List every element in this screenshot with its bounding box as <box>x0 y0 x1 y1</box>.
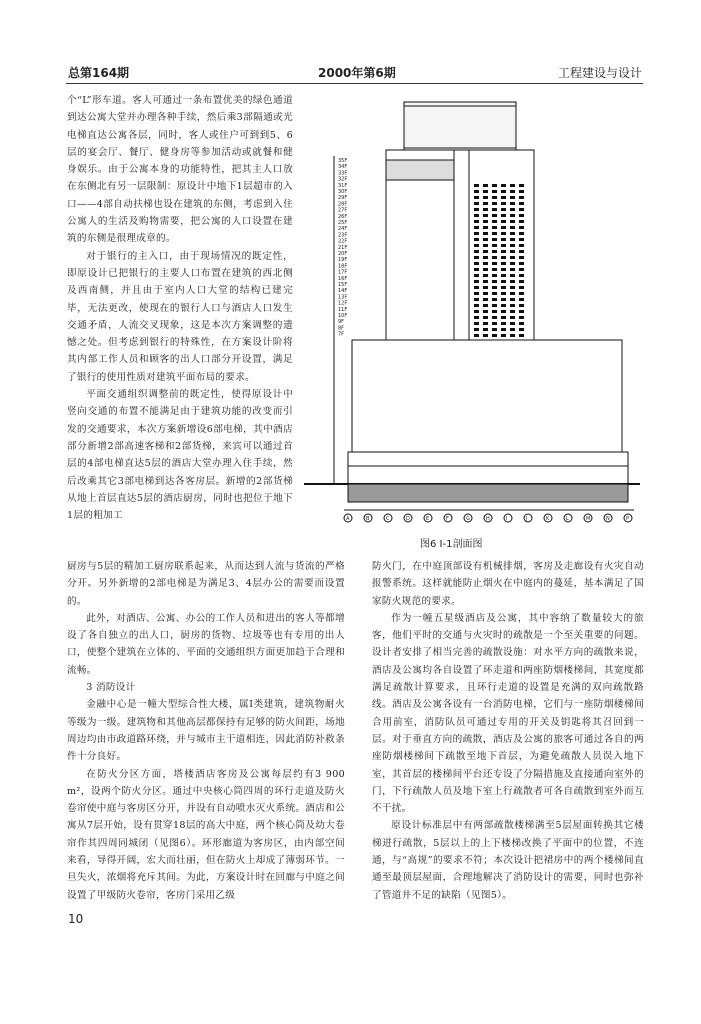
window-mark <box>483 226 488 229</box>
window-mark <box>519 316 524 319</box>
window-mark <box>483 292 488 295</box>
level-label: 11F <box>338 306 348 313</box>
level-label: 7F <box>338 331 345 338</box>
level-label: 28F <box>338 201 348 208</box>
window-mark <box>492 286 497 289</box>
window-mark <box>492 190 497 193</box>
right-column <box>372 558 644 904</box>
window-mark <box>483 220 488 223</box>
window-mark <box>510 232 515 235</box>
window-mark <box>519 184 524 187</box>
window-mark <box>510 184 515 187</box>
window-mark <box>492 334 497 337</box>
header-issue: 2000年第6期 <box>318 66 396 80</box>
level-label: 26F <box>338 213 348 220</box>
window-mark <box>483 298 488 301</box>
level-label: 33F <box>338 170 348 177</box>
window-mark <box>501 256 506 259</box>
window-mark <box>474 316 479 319</box>
window-mark <box>474 184 479 187</box>
window-mark <box>501 196 506 199</box>
window-mark <box>510 214 515 217</box>
paragraph: 厨房与5层的精加工厨房联系起来，从而达到人流与货流的严格分开。另外新增的2部电梯是为满足3、4层办公的需要而设置的。 <box>67 561 345 607</box>
window-mark <box>501 226 506 229</box>
level-label: 34F <box>338 164 348 171</box>
window-mark <box>483 196 488 199</box>
window-mark <box>483 262 488 265</box>
axis-label: N <box>606 516 610 522</box>
window-mark <box>519 262 524 265</box>
window-mark <box>483 232 488 235</box>
window-mark <box>474 190 479 193</box>
window-mark <box>483 244 488 247</box>
window-mark <box>492 202 497 205</box>
level-label: 13F <box>338 294 348 301</box>
axis-label: F <box>446 516 449 522</box>
paragraph: 作为一幢五星级酒店及公寓，其中容纳了数量较大的旅客，他们平时的交通与火灾时的疏散是一个至关重要的问题。设计者安排了相当完善的疏散设施：对水平方向的疏散来说，酒店及公寓均各自设置了环走道和两座防烟楼梯间，其宽度都满足疏散计算要求，且环行走道的设置是充满的双向疏散路线。酒店及公寓各设有一台消防电梯，它们与一座防烟楼梯间合用前室，消防队员可通过专用的开关及钥匙将其召回到一层。对于垂直方向的疏散，酒店及公寓的旅客可通过各自的两座防烟楼梯间下疏散至地下首层，为避免疏散人员误入地下室，其首层的楼梯间平台还专设了分隔措施及直接通向室外的门，下行疏散人员及地下室上行疏散者可各自疏散到室外而互不干扰。 <box>372 612 644 815</box>
level-label: 9F <box>338 319 345 326</box>
window-mark <box>510 226 515 229</box>
window-mark <box>483 310 488 313</box>
window-mark <box>492 220 497 223</box>
window-mark <box>519 232 524 235</box>
window-mark <box>501 232 506 235</box>
window-mark <box>501 208 506 211</box>
window-mark <box>474 208 479 211</box>
window-mark <box>483 322 488 325</box>
window-mark <box>492 232 497 235</box>
window-mark <box>492 238 497 241</box>
window-mark <box>474 262 479 265</box>
level-label: 29F <box>338 195 348 202</box>
window-mark <box>483 334 488 337</box>
header-journal: 工程建设与设计 <box>557 66 642 80</box>
figure-caption: 图6 Ⅰ-1剖面图 <box>420 539 483 550</box>
section-drawing-figure <box>304 96 640 526</box>
window-mark <box>510 334 515 337</box>
window-mark <box>474 304 479 307</box>
window-mark <box>501 220 506 223</box>
window-mark <box>474 244 479 247</box>
window-mark <box>501 292 506 295</box>
window-mark <box>474 280 479 283</box>
paragraph: 金融中心是一幢大型综合性大楼，属Ⅰ类建筑，建筑物耐火等级为一级。建筑物和其他高层都保持有足够的防火间距，场地周边均由市政道路环绕，并与城市主干道相连，因此消防补救条件十分良好。 <box>67 699 345 763</box>
window-mark <box>483 238 488 241</box>
level-label: 23F <box>338 232 348 239</box>
window-mark <box>474 274 479 277</box>
window-mark <box>501 286 506 289</box>
window-mark <box>510 280 515 283</box>
window-mark <box>519 334 524 337</box>
level-label: 17F <box>338 269 348 276</box>
level-label: 10F <box>338 313 348 319</box>
window-mark <box>519 274 524 277</box>
window-mark <box>501 244 506 247</box>
window-mark <box>474 214 479 217</box>
level-label: 30F <box>338 189 348 195</box>
window-mark <box>492 304 497 307</box>
window-mark <box>510 220 515 223</box>
window-mark <box>483 190 488 193</box>
window-mark <box>483 274 488 277</box>
axis-label: P <box>626 516 630 522</box>
window-mark <box>510 286 515 289</box>
level-label: 8F <box>338 325 345 332</box>
axis-label: L <box>566 516 569 522</box>
window-mark <box>510 310 515 313</box>
window-mark <box>474 238 479 241</box>
paragraph: 原设计标准层中有两部疏散楼梯满至5层屋面转换其它楼梯进行疏散，5层以上的上下楼梯改换了平面中的位置，不连通，与“高规”的要求不符；本次设计把裙房中的两个楼梯间直通至最顶层屋面，合理地解决了消防设计的需要，同时也弥补了管道井不足的缺陷（见图5）。 <box>372 820 644 901</box>
window-mark <box>519 280 524 283</box>
axis-label: A <box>346 516 350 522</box>
window-mark <box>510 208 515 211</box>
window-mark <box>474 268 479 271</box>
window-mark <box>474 256 479 259</box>
window-mark <box>510 244 515 247</box>
window-mark <box>501 190 506 193</box>
axis-label: E <box>426 516 430 522</box>
window-mark <box>474 328 479 331</box>
window-mark <box>474 298 479 301</box>
window-mark <box>501 328 506 331</box>
window-mark <box>519 202 524 205</box>
window-mark <box>519 256 524 259</box>
window-mark <box>492 196 497 199</box>
window-mark <box>501 310 506 313</box>
left-column-top <box>67 92 293 524</box>
window-mark <box>519 244 524 247</box>
window-mark <box>519 226 524 229</box>
window-mark <box>492 274 497 277</box>
level-label: 31F <box>338 182 348 189</box>
window-mark <box>474 196 479 199</box>
paragraph: 在防火分区方面，塔楼酒店客房及公寓每层约有3 900 m²，设两个防火分区。通过中央核心筒四周的环行走道及防火卷帘使中庭与客房区分开，并设有自动喷水灭火系统。酒店和公寓从7层开始，设有贯穿18层的高大中庭，两个核心筒及幼大卷帘作其四周同城闭（见图6）。环形廊道为客房区，由内部空间来看，导得开阔，宏大而壮丽，但在防火上却成了薄弱环节。一旦失火，浓烟将充斥其间。为此，方案设计时在回廊与中庭之间设置了甲级防火卷帘，客房门采用乙级 <box>67 768 345 901</box>
paragraph: 个“L”形车道。客人可通过一条布置优美的绿色通道到达公寓大堂并办理各种手续，然后乘3部隔通或光电梯直达公寓各层，同时，客人或住户可到到5、6层的宴会厅、餐厅、健身房等参加活动或就餐和健身娱乐。由于公寓本身的功能特性，把其主人口放在东侧北有另一层限制：原设计中地下1层超市的入口——4部自动扶梯也设在建筑的东侧，考虑到入住公寓人的生活及购物需要，把公寓的人口设置在建筑的东侧是很理成章的。 <box>67 95 293 245</box>
window-mark <box>492 328 497 331</box>
window-mark <box>519 208 524 211</box>
window-mark <box>474 232 479 235</box>
header-rule <box>66 83 643 84</box>
level-label: 14F <box>338 288 348 295</box>
window-mark <box>492 256 497 259</box>
axis-label: H <box>486 516 490 522</box>
window-mark <box>501 274 506 277</box>
axis-label: M <box>586 516 591 522</box>
window-mark <box>483 250 488 253</box>
window-mark <box>483 208 488 211</box>
window-mark <box>510 250 515 253</box>
paragraph: 防火门，在中庭顶部设有机械排烟，客房及走廊设有火灾自动报警系统。这样就能防止烟火在中庭内的蔓延，基本满足了国家防火规范的要求。 <box>372 561 644 607</box>
level-label: 15F <box>338 282 348 288</box>
window-mark <box>483 256 488 259</box>
level-label: 27F <box>338 207 348 214</box>
window-mark <box>483 286 488 289</box>
window-mark <box>483 268 488 271</box>
level-label: 19F <box>338 257 348 264</box>
window-mark <box>483 202 488 205</box>
window-mark <box>501 322 506 325</box>
axis-label: D <box>406 516 410 522</box>
window-mark <box>510 268 515 271</box>
left-column-bottom <box>67 558 345 904</box>
axis-label: J <box>526 516 528 522</box>
window-mark <box>510 304 515 307</box>
window-mark <box>501 202 506 205</box>
window-mark <box>510 202 515 205</box>
window-mark <box>483 184 488 187</box>
window-mark <box>501 262 506 265</box>
axis-label: I <box>506 516 508 522</box>
window-mark <box>519 214 524 217</box>
window-mark <box>519 310 524 313</box>
page-number: 10 <box>68 912 84 926</box>
window-mark <box>474 322 479 325</box>
window-mark <box>492 280 497 283</box>
window-mark <box>474 250 479 253</box>
window-mark <box>492 262 497 265</box>
section-heading: 3 消防设计 <box>86 682 136 694</box>
window-mark <box>483 316 488 319</box>
window-mark <box>519 220 524 223</box>
window-mark <box>474 292 479 295</box>
window-mark <box>474 310 479 313</box>
window-mark <box>519 322 524 325</box>
window-mark <box>501 316 506 319</box>
window-mark <box>510 196 515 199</box>
window-mark <box>474 334 479 337</box>
level-label: 16F <box>338 275 348 282</box>
window-mark <box>492 184 497 187</box>
window-mark <box>492 250 497 253</box>
window-mark <box>483 304 488 307</box>
window-mark <box>492 298 497 301</box>
window-mark <box>492 292 497 295</box>
window-mark <box>519 190 524 193</box>
window-mark <box>492 208 497 211</box>
window-mark <box>492 310 497 313</box>
window-mark <box>501 250 506 253</box>
level-label: 20F <box>338 251 348 257</box>
window-mark <box>483 214 488 217</box>
window-mark <box>492 214 497 217</box>
window-mark <box>492 244 497 247</box>
level-label: 12F <box>338 300 348 307</box>
window-mark <box>510 298 515 301</box>
window-mark <box>501 214 506 217</box>
window-mark <box>510 238 515 241</box>
window-mark <box>474 202 479 205</box>
level-label: 32F <box>338 176 348 183</box>
level-label: 25F <box>338 220 348 226</box>
window-mark <box>501 268 506 271</box>
window-mark <box>510 328 515 331</box>
window-mark <box>474 286 479 289</box>
window-mark <box>492 322 497 325</box>
axis-label: C <box>386 516 390 522</box>
window-mark <box>474 220 479 223</box>
window-mark <box>519 292 524 295</box>
paragraph: 平面交通组织调整前的既定性，使得原设计中竖向交通的布置不能满足由于建筑功能的改变而引发的交通要求，本次方案新增设6部电梯，其中酒店部分新增2部高速客梯和2部货梯，来宾可以通过首层的4部电梯直达5层的酒店大堂办理入住手续，然后改乘其它3部电梯到达各客房层。新增的2部货梯从地上首层直达5层的酒店厨房，同时也把位于地下1层的粗加工 <box>67 389 293 522</box>
level-label: 18F <box>338 263 348 270</box>
window-mark <box>519 304 524 307</box>
running-header <box>68 64 642 82</box>
window-mark <box>474 226 479 229</box>
window-mark <box>519 328 524 331</box>
window-mark <box>510 322 515 325</box>
axis-label: B <box>366 516 370 522</box>
window-mark <box>501 334 506 337</box>
paragraph: 此外，对酒店、公寓、办公的工作人员和进出的客人等都增设了各自独立的出人口，厨房的货物、垃圾等也有专用的出人口，使整个建筑在立体的、平面的交通组织方面更加趋于合理和流畅。 <box>67 612 345 676</box>
window-mark <box>501 298 506 301</box>
window-mark <box>501 238 506 241</box>
window-mark <box>510 190 515 193</box>
window-mark <box>501 304 506 307</box>
level-label: 22F <box>338 238 348 245</box>
axis-label: K <box>546 516 550 522</box>
window-mark <box>492 316 497 319</box>
window-mark <box>519 196 524 199</box>
window-mark <box>510 316 515 319</box>
window-mark <box>492 268 497 271</box>
level-label: 24F <box>338 226 348 233</box>
window-mark <box>519 286 524 289</box>
level-label: 35F <box>338 158 348 164</box>
header-issue-total: 总第164期 <box>68 66 130 80</box>
level-label: 21F <box>338 244 348 251</box>
window-mark <box>510 274 515 277</box>
window-mark <box>483 328 488 331</box>
paragraph: 对于银行的主入口，由于现场情况的既定性，即原设计已把银行的主要人口布置在建筑的西北侧及西南侧，并且由于室内人口大堂的结构已建完毕，无法更改，使现在的银行人口与酒店人口发生交通矛盾，人流交叉现象，这是本次方案调整的遗憾之处。但考虑到银行的特殊性，在方案设计阶将其内部工作人员和顾客的出人口部分开设置，满足了银行的使用性质对建筑平面布局的要求。 <box>67 250 293 383</box>
window-mark <box>483 280 488 283</box>
window-mark <box>519 238 524 241</box>
axis-label: G <box>466 516 470 522</box>
window-mark <box>501 184 506 187</box>
window-mark <box>492 226 497 229</box>
window-mark <box>519 250 524 253</box>
window-mark <box>510 262 515 265</box>
window-mark <box>510 256 515 259</box>
window-mark <box>510 292 515 295</box>
window-mark <box>519 268 524 271</box>
window-mark <box>519 298 524 301</box>
window-mark <box>501 280 506 283</box>
